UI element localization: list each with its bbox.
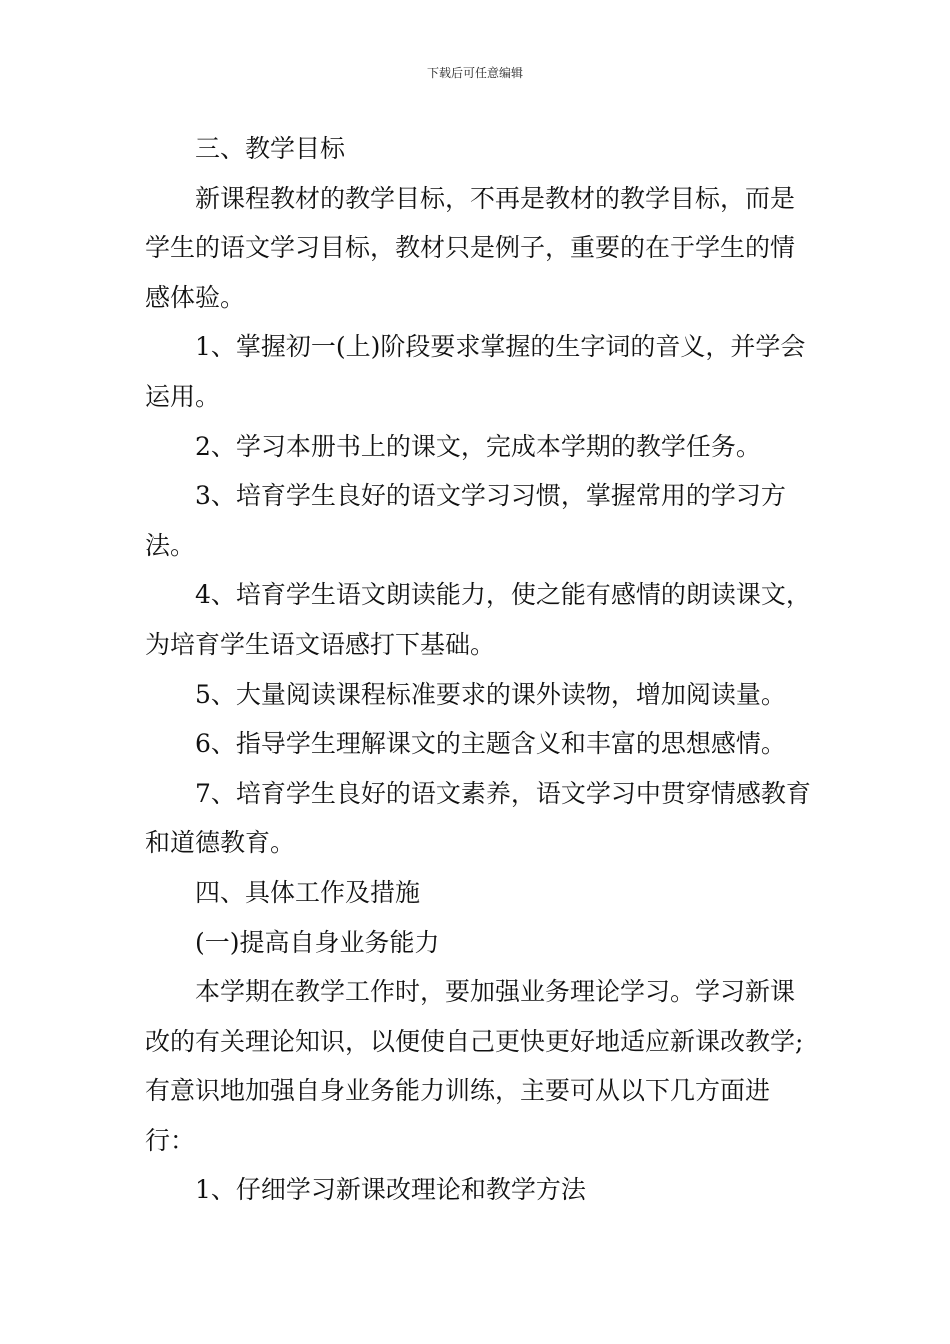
goal-item-1: 1、掌握初一(上)阶段要求掌握的生字词的音义，并学会运用。 bbox=[145, 332, 806, 411]
paragraph: 本学期在教学工作时，要加强业务理论学习。学习新课改的有关理论知识，以便使自己更快更好地适应新课改教学;有意识地加强自身业务能力训练，主要可从以下几方面进行： bbox=[145, 977, 804, 1155]
goal-item-4: 4、培育学生语文朗读能力，使之能有感情的朗读课文，为培育学生语文语感打下基础。 bbox=[145, 580, 811, 659]
goal-item-6: 6、指导学生理解课文的主题含义和丰富的思想感情。 bbox=[195, 729, 786, 759]
subsection-heading: (一)提高自身业务能力 bbox=[195, 927, 440, 957]
paragraph: 新课程教材的教学目标，不再是教材的教学目标，而是学生的语文学习目标，教材只是例子，重要的在于学生的情感体验。 bbox=[145, 183, 796, 312]
section-heading-work-measures: 四、具体工作及措施 bbox=[195, 877, 421, 907]
page-header-note: 下载后可任意编辑 bbox=[426, 66, 523, 80]
goal-item-5: 5、大量阅读课程标准要求的课外读物，增加阅读量。 bbox=[195, 679, 786, 709]
measure-item-1: 1、仔细学习新课改理论和教学方法 bbox=[195, 1175, 586, 1205]
section-heading-teaching-goals: 三、教学目标 bbox=[195, 134, 346, 163]
goal-item-2: 2、学习本册书上的课文，完成本学期的教学任务。 bbox=[195, 431, 761, 461]
document-body bbox=[145, 124, 815, 1215]
goal-item-7: 7、培育学生良好的语文素养，语文学习中贯穿情感教育和道德教育。 bbox=[145, 778, 811, 858]
goal-item-3: 3、培育学生良好的语文学习习惯，掌握常用的学习方法。 bbox=[145, 481, 786, 560]
